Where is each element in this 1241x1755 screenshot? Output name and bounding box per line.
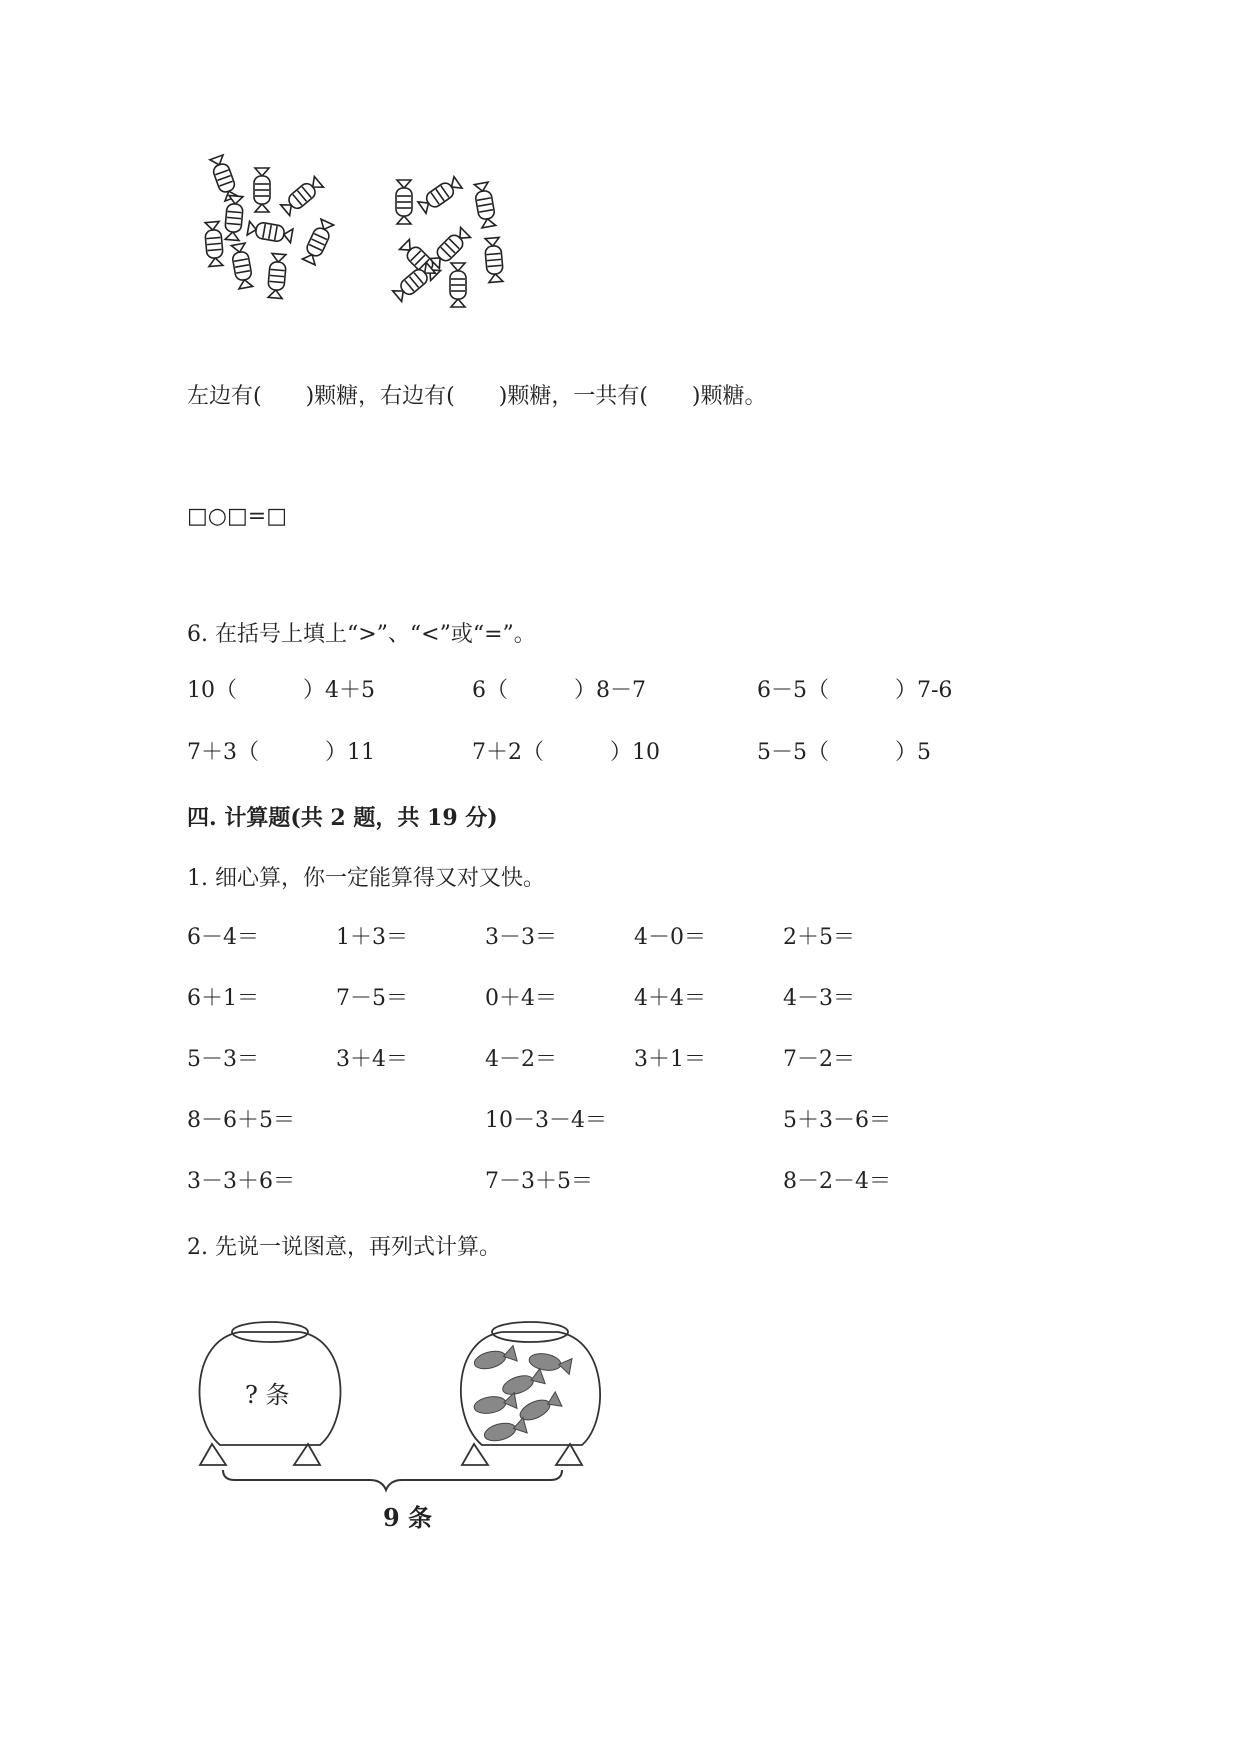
fill-in-sentence: 左边有( )颗糖，右边有( )颗糖，一共有( )颗糖。 [187,384,767,409]
arithmetic-item: 3＋4＝ [336,1047,408,1072]
arithmetic-item: 5－3＝ [187,1047,259,1072]
candy [450,263,466,307]
candy [473,182,496,228]
mixed-arithmetic-item: 5＋3－6＝ [783,1108,891,1133]
candy [392,262,436,303]
candy [267,253,287,298]
arithmetic-item: 7－5＝ [336,986,408,1011]
equation-template: □○□=□ [187,504,287,529]
comparison-item: 7＋3（ ）11 [187,740,375,765]
candy [301,219,334,266]
arithmetic-item: 3＋1＝ [634,1047,706,1072]
mixed-arithmetic-item: 7－3＋5＝ [485,1169,593,1194]
arithmetic-item: 0＋4＝ [485,986,557,1011]
left-bowl-label: ? 条 [245,1381,290,1409]
candy [484,237,504,282]
candy [247,220,293,243]
fish-group [472,1346,572,1444]
arithmetic-item: 1＋3＝ [336,925,408,950]
candy [224,195,244,240]
candy [280,176,324,217]
calc-1-prompt: 1. 细心算，你一定能算得又对又快。 [187,866,545,891]
comparison-item: 5－5（ ）5 [757,740,931,765]
candy [204,221,224,266]
mixed-arithmetic-item: 8－2－4＝ [783,1169,891,1194]
mixed-arithmetic-item: 10－3－4＝ [485,1108,607,1133]
comparison-item: 6（ ）8－7 [472,678,646,703]
comparison-item: 7＋2（ ）10 [472,740,660,765]
total-count-label: 9 条 [383,1503,433,1532]
section-4-title: 四. 计算题(共 2 题，共 19 分) [187,805,498,831]
arithmetic-item: 4－2＝ [485,1047,557,1072]
arithmetic-item: 2＋5＝ [783,925,855,950]
question-6-prompt: 6. 在括号上填上“>”、“<”或“=”。 [187,622,536,647]
candy [396,180,412,224]
arithmetic-item: 4＋4＝ [634,986,706,1011]
arithmetic-item: 6＋1＝ [187,986,259,1011]
candy [230,243,253,289]
right-bowl [461,1322,600,1465]
candy [254,168,270,212]
arithmetic-item: 4－0＝ [634,925,706,950]
calc-2-prompt: 2. 先说一说图意，再列式计算。 [187,1235,501,1260]
arithmetic-item: 7－2＝ [783,1047,855,1072]
mixed-arithmetic-item: 3－3＋6＝ [187,1169,295,1194]
arithmetic-item: 3－3＝ [485,925,557,950]
candy [417,176,462,214]
arithmetic-item: 4－3＝ [783,986,855,1011]
comparison-item: 10（ ）4＋5 [187,678,375,703]
comparison-item: 6－5（ ）7-6 [757,678,953,703]
candy [209,155,239,202]
total-brace [223,1470,562,1490]
arithmetic-item: 6－4＝ [187,925,259,950]
mixed-arithmetic-item: 8－6＋5＝ [187,1108,295,1133]
